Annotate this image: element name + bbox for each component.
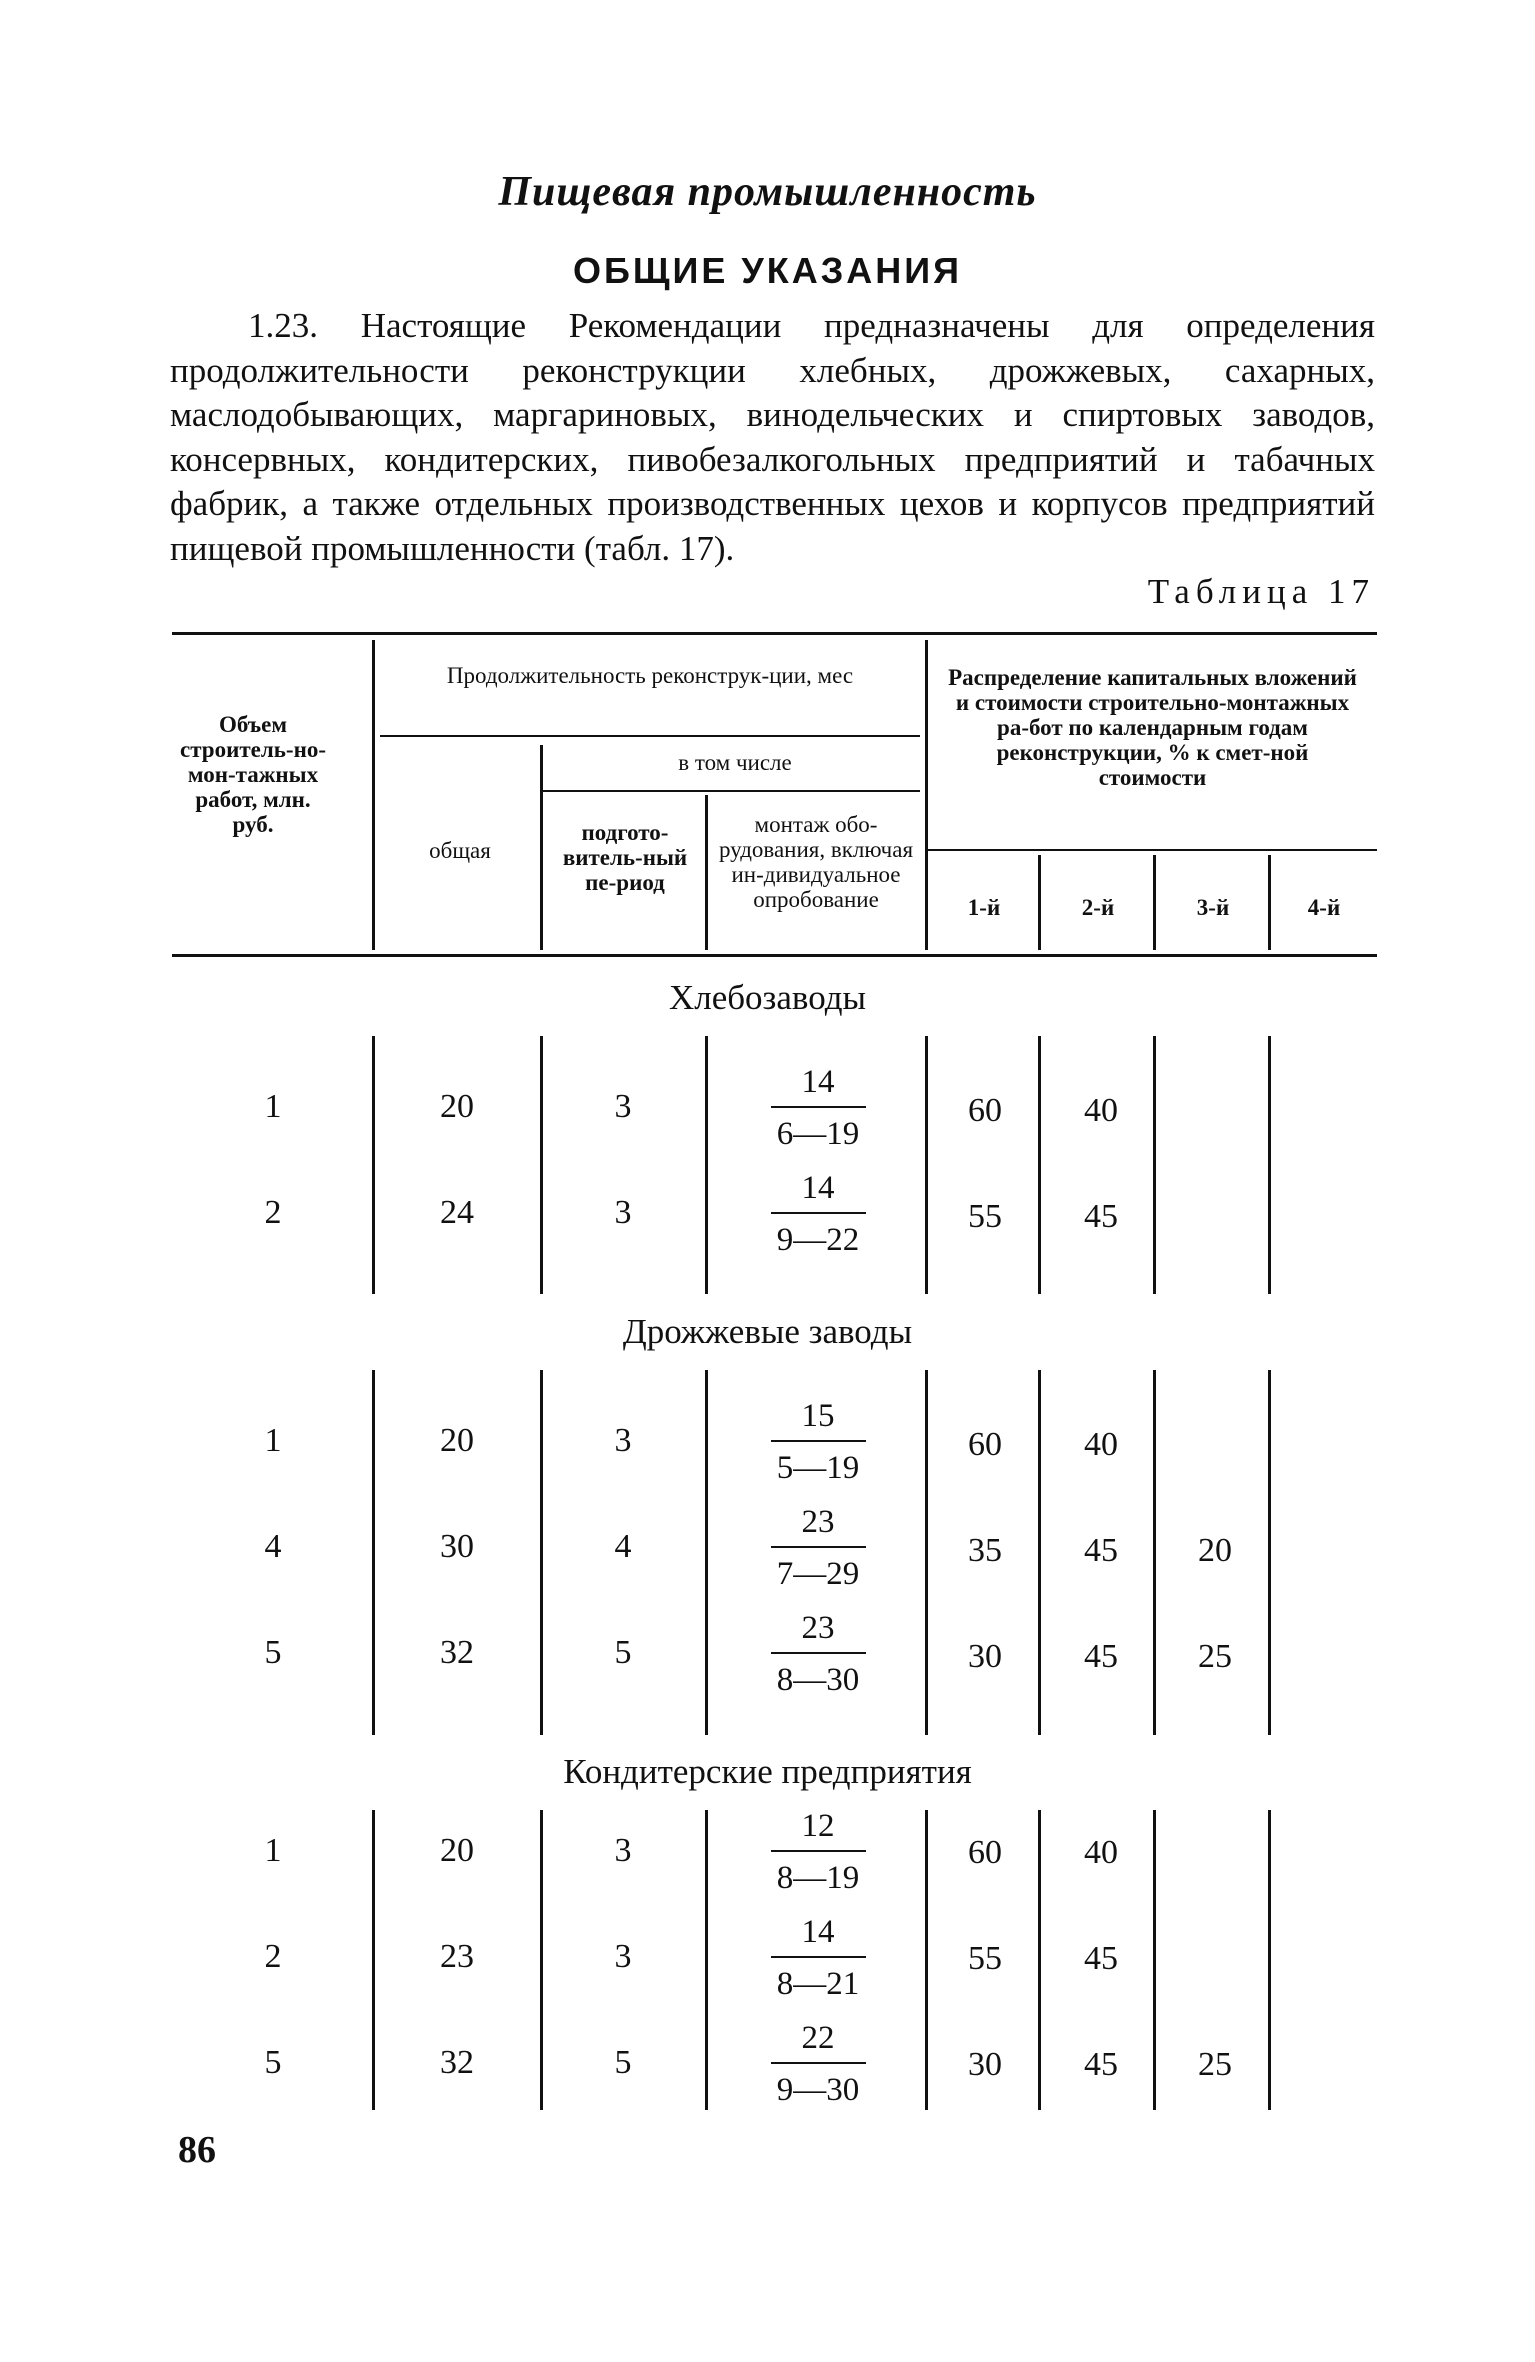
cell-year-2: 40 bbox=[1084, 1092, 1118, 1129]
cell-total: 23 bbox=[440, 1938, 474, 1975]
cell-prep: 5 bbox=[614, 2044, 632, 2081]
cell-total: 32 bbox=[440, 1634, 474, 1671]
fraction-bar bbox=[771, 1212, 866, 1214]
install-denominator: 7—29 bbox=[776, 1556, 860, 1592]
cell-year-3: 25 bbox=[1198, 1638, 1232, 1675]
cell-volume: 1 bbox=[264, 1422, 282, 1459]
cell-prep: 5 bbox=[614, 1634, 632, 1671]
install-denominator: 5—19 bbox=[776, 1450, 860, 1486]
cell-year-2: 40 bbox=[1084, 1834, 1118, 1871]
intro-paragraph: 1.23. Настоящие Рекомендации предназначены для определения продолжительности реконструкции хлебных, дрожжевых, сахарных, маслодобывающих, маргариновых, винодельческих и спиртовых заводов, консервных, кондитерских, пивобезалкогольных предприятий и табачных фабрик, а также отдельных производственных цехов и корпусов предприятий пищевой промышленности (табл. 17). bbox=[170, 306, 1375, 568]
section-title: Кондитерские предприятия bbox=[563, 1752, 972, 1791]
install-numerator: 14 bbox=[801, 1170, 835, 1206]
cell-year-3: 20 bbox=[1198, 1532, 1232, 1569]
install-denominator: 9—22 bbox=[776, 1222, 860, 1258]
header-distribution: Распределение капитальных вложений и стоимости строительно-монтажных ра-бот по календарным годам реконструкции, % к смет-ной стоимости bbox=[948, 665, 1357, 790]
table-top-rule bbox=[172, 632, 1377, 635]
header-year-2: 2-й bbox=[1081, 895, 1115, 920]
cell-install bbox=[748, 1608, 888, 1700]
cell-volume: 4 bbox=[264, 1528, 282, 1565]
header-vline-5 bbox=[1038, 855, 1041, 950]
install-denominator: 8—21 bbox=[776, 1966, 860, 2002]
header-including: в том числе bbox=[678, 750, 792, 775]
install-numerator: 12 bbox=[801, 1808, 835, 1844]
cell-year-2: 40 bbox=[1084, 1426, 1118, 1463]
header-year-1: 1-й bbox=[967, 895, 1001, 920]
install-denominator: 6—19 bbox=[776, 1116, 860, 1152]
body-vline bbox=[540, 1810, 543, 2110]
cell-total: 20 bbox=[440, 1422, 474, 1459]
body-vline bbox=[925, 1036, 928, 1294]
body-vline bbox=[372, 1370, 375, 1735]
cell-year-2: 45 bbox=[1084, 1532, 1118, 1569]
cell-year-3: 25 bbox=[1198, 2046, 1232, 2083]
cell-year-1: 30 bbox=[968, 2046, 1002, 2083]
header-vline-4 bbox=[925, 640, 928, 950]
cell-prep: 4 bbox=[614, 1528, 632, 1565]
table-caption: Таблица 17 bbox=[1147, 572, 1375, 611]
cell-year-1: 30 bbox=[968, 1638, 1002, 1675]
fraction-bar bbox=[771, 2062, 866, 2064]
cell-prep: 3 bbox=[614, 1088, 632, 1125]
install-numerator: 15 bbox=[801, 1398, 835, 1434]
cell-year-1: 60 bbox=[968, 1092, 1002, 1129]
header-vline-6 bbox=[1153, 855, 1156, 950]
cell-total: 20 bbox=[440, 1832, 474, 1869]
cell-install bbox=[748, 2018, 888, 2110]
header-vline-3 bbox=[705, 795, 708, 950]
install-denominator: 8—19 bbox=[776, 1860, 860, 1896]
header-vline-7 bbox=[1268, 855, 1271, 950]
fraction-bar bbox=[771, 1106, 866, 1108]
body-vline bbox=[540, 1036, 543, 1294]
header-total: общая bbox=[429, 838, 491, 863]
cell-year-1: 55 bbox=[968, 1940, 1002, 1977]
cell-total: 32 bbox=[440, 2044, 474, 2081]
body-vline bbox=[705, 1810, 708, 2110]
cell-prep: 3 bbox=[614, 1938, 632, 1975]
cell-year-1: 35 bbox=[968, 1532, 1002, 1569]
cell-install bbox=[748, 1396, 888, 1488]
cell-year-2: 45 bbox=[1084, 2046, 1118, 2083]
body-vline bbox=[1153, 1036, 1156, 1294]
cell-install bbox=[748, 1502, 888, 1594]
install-numerator: 23 bbox=[801, 1504, 835, 1540]
cell-year-1: 55 bbox=[968, 1198, 1002, 1235]
install-denominator: 8—30 bbox=[776, 1662, 860, 1698]
cell-volume: 5 bbox=[264, 2044, 282, 2081]
header-install: монтаж обо-рудования, включая ин-дивидуальное опробование bbox=[718, 812, 914, 912]
cell-total: 24 bbox=[440, 1194, 474, 1231]
header-duration: Продолжительность реконструк-ции, мес bbox=[446, 663, 854, 688]
cell-year-1: 60 bbox=[968, 1834, 1002, 1871]
body-vline bbox=[540, 1370, 543, 1735]
cell-volume: 5 bbox=[264, 1634, 282, 1671]
header-year-4: 4-й bbox=[1307, 895, 1341, 920]
body-vline bbox=[1038, 1036, 1041, 1294]
cell-prep: 3 bbox=[614, 1832, 632, 1869]
cell-install bbox=[748, 1168, 888, 1260]
cell-prep: 3 bbox=[614, 1194, 632, 1231]
cell-prep: 3 bbox=[614, 1422, 632, 1459]
header-bottom-rule bbox=[172, 954, 1377, 957]
section-title: Хлебозаводы bbox=[668, 978, 867, 1017]
header-vline-2 bbox=[540, 745, 543, 950]
body-vline bbox=[705, 1036, 708, 1294]
body-vline bbox=[372, 1036, 375, 1294]
cell-year-2: 45 bbox=[1084, 1638, 1118, 1675]
fraction-bar bbox=[771, 1546, 866, 1548]
body-vline bbox=[1268, 1036, 1271, 1294]
cell-volume: 2 bbox=[264, 1938, 282, 1975]
header-volume: Объем строитель-но-мон-тажных работ, млн. руб. bbox=[180, 712, 326, 837]
cell-install bbox=[748, 1062, 888, 1154]
body-vline bbox=[705, 1370, 708, 1735]
cell-install bbox=[748, 1912, 888, 2004]
duration-divider bbox=[380, 735, 920, 737]
fraction-bar bbox=[771, 1850, 866, 1852]
cell-year-1: 60 bbox=[968, 1426, 1002, 1463]
header-vline-1 bbox=[372, 640, 375, 950]
body-vline bbox=[925, 1810, 928, 2110]
section-heading: ОБЩИЕ УКАЗАНИЯ bbox=[572, 250, 963, 291]
cell-volume: 2 bbox=[264, 1194, 282, 1231]
install-numerator: 22 bbox=[801, 2020, 835, 2056]
install-numerator: 23 bbox=[801, 1610, 835, 1646]
header-prep: подгото-витель-ный пе-риод bbox=[562, 820, 688, 895]
cell-volume: 1 bbox=[264, 1832, 282, 1869]
cell-year-2: 45 bbox=[1084, 1198, 1118, 1235]
install-denominator: 9—30 bbox=[776, 2072, 860, 2108]
install-numerator: 14 bbox=[801, 1914, 835, 1950]
cell-volume: 1 bbox=[264, 1088, 282, 1125]
fraction-bar bbox=[771, 1652, 866, 1654]
fraction-bar bbox=[771, 1440, 866, 1442]
body-vline bbox=[925, 1370, 928, 1735]
page-number: 86 bbox=[178, 2129, 216, 2171]
header-year-3: 3-й bbox=[1196, 895, 1230, 920]
page-title: Пищевая промышленность bbox=[498, 169, 1037, 215]
cell-total: 30 bbox=[440, 1528, 474, 1565]
years-divider bbox=[928, 849, 1377, 851]
cell-total: 20 bbox=[440, 1088, 474, 1125]
cell-install bbox=[748, 1806, 888, 1898]
body-vline bbox=[372, 1810, 375, 2110]
fraction-bar bbox=[771, 1956, 866, 1958]
cell-year-2: 45 bbox=[1084, 1940, 1118, 1977]
section-title: Дрожжевые заводы bbox=[622, 1312, 913, 1351]
install-numerator: 14 bbox=[801, 1064, 835, 1100]
including-divider bbox=[542, 790, 920, 792]
